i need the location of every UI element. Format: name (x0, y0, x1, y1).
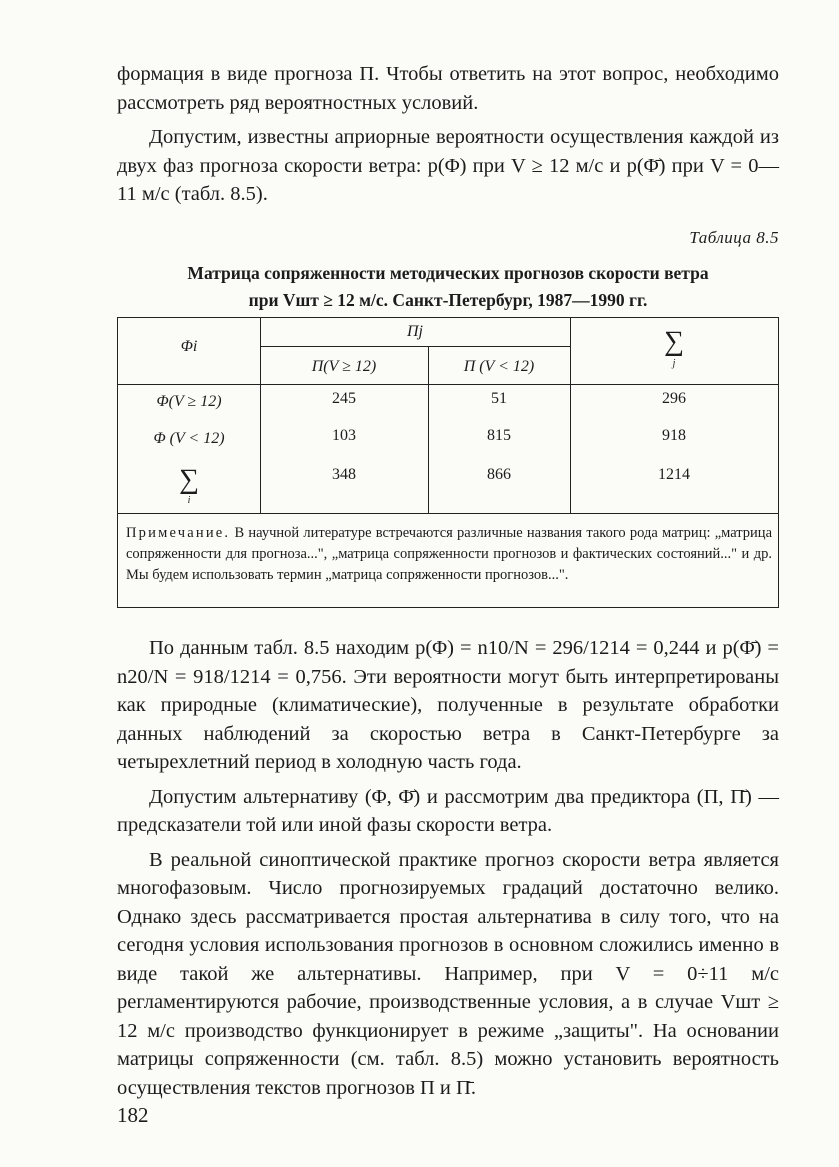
paragraph-1: формация в виде прогноза Π. Чтобы ответить на этот вопрос, необходимо рассмотреть ряд вероятностных условий. (117, 63, 779, 114)
table-hline-body (118, 384, 778, 385)
paragraph-3: По данным табл. 8.5 находим p(Φ) = n10/N = 296/1214 = 0,244 и p(Φ̄) = n20/N = 918/1214 = 0,756. Эти вероятности могут быть интерпретированы как природные (климатические), полученные в результате обработки данных наблюдений за скоростью ветра в Санкт-Петербурге за четырехлетний период в холодную часть года. (117, 637, 779, 773)
cell-r3-c2: 866 (487, 466, 511, 483)
bottom-text (117, 634, 779, 1102)
row-label-sum-sub: i (187, 495, 191, 506)
row-label-1: Φ(V ≥ 12) (156, 393, 222, 410)
cell-r3-c1: 348 (332, 466, 356, 483)
header-pi-j: Πj (407, 323, 423, 340)
row-label-2: Φ (V < 12) (153, 430, 225, 447)
table-label: Таблица 8.5 (689, 228, 779, 247)
cell-r2-c1: 103 (332, 427, 356, 444)
table-title-line-1: Матрица сопряженности методических прогнозов скорости ветра (187, 263, 709, 283)
table-hline-header (260, 346, 570, 347)
paragraph-5: В реальной синоптической практике прогноз скорости ветра является многофазовым. Число прогнозируемых градаций достаточно велико. Однако здесь рассматривается простая альтернатива в силу того, что на сегодня условия использования прогнозов в основном сложились именно в виде такой же альтернативы. Например, при V = 0÷11 м/с регламентируются рабочие, производственные условия, а в случае Vшт ≥ 12 м/с производство функционирует в режиме „защиты". На основании матрицы сопряженности (см. табл. 8.5) можно установить вероятность осуществления текстов прогнозов Π и Π̄. (117, 848, 779, 1099)
contingency-table (117, 317, 779, 608)
paragraph-2: Допустим, известны априорные вероятности осуществления каждой из двух фаз прогноза скорости ветра: p(Φ) при V ≥ 12 м/с и p(Φ̄) при V = 0—11 м/с (табл. 8.5). (117, 126, 779, 205)
cell-r1-c3: 296 (662, 390, 686, 407)
note-label: Примечание. (126, 525, 231, 541)
top-text (117, 60, 779, 209)
header-sum: ∑ (664, 326, 684, 357)
header-phi-i: Φi (180, 338, 198, 355)
cell-r1-c1: 245 (332, 390, 356, 407)
cell-r1-c2: 51 (491, 390, 507, 407)
row-label-sum: ∑ (179, 464, 199, 495)
note-text: В научной литературе встречаются различные названия такого рода матриц: „матрица сопряженности для прогноза...", „матрица сопряженности прогнозов и фактических состояний..." и др. Мы будем использовать термин „матрица сопряженности прогнозов...". (126, 525, 773, 583)
paragraph-4: Допустим альтернативу (Φ, Φ̄) и рассмотрим два предиктора (Π, Π̄) — предсказатели той или иной фазы скорости ветра. (117, 785, 779, 836)
table-hline-note (118, 513, 778, 514)
header-col-2: Π (V < 12) (463, 358, 535, 375)
table-note (126, 523, 772, 586)
table-title-line-2: при Vшт ≥ 12 м/с. Санкт-Петербург, 1987—1990 гг. (248, 290, 648, 310)
table-title (117, 260, 779, 314)
page-number: 182 (117, 1103, 149, 1127)
cell-r2-c3: 918 (662, 427, 686, 444)
header-col-1: Π(V ≥ 12) (311, 358, 377, 375)
cell-r2-c2: 815 (487, 427, 511, 444)
cell-r3-c3: 1214 (658, 466, 690, 483)
header-sum-sub: j (672, 358, 676, 369)
